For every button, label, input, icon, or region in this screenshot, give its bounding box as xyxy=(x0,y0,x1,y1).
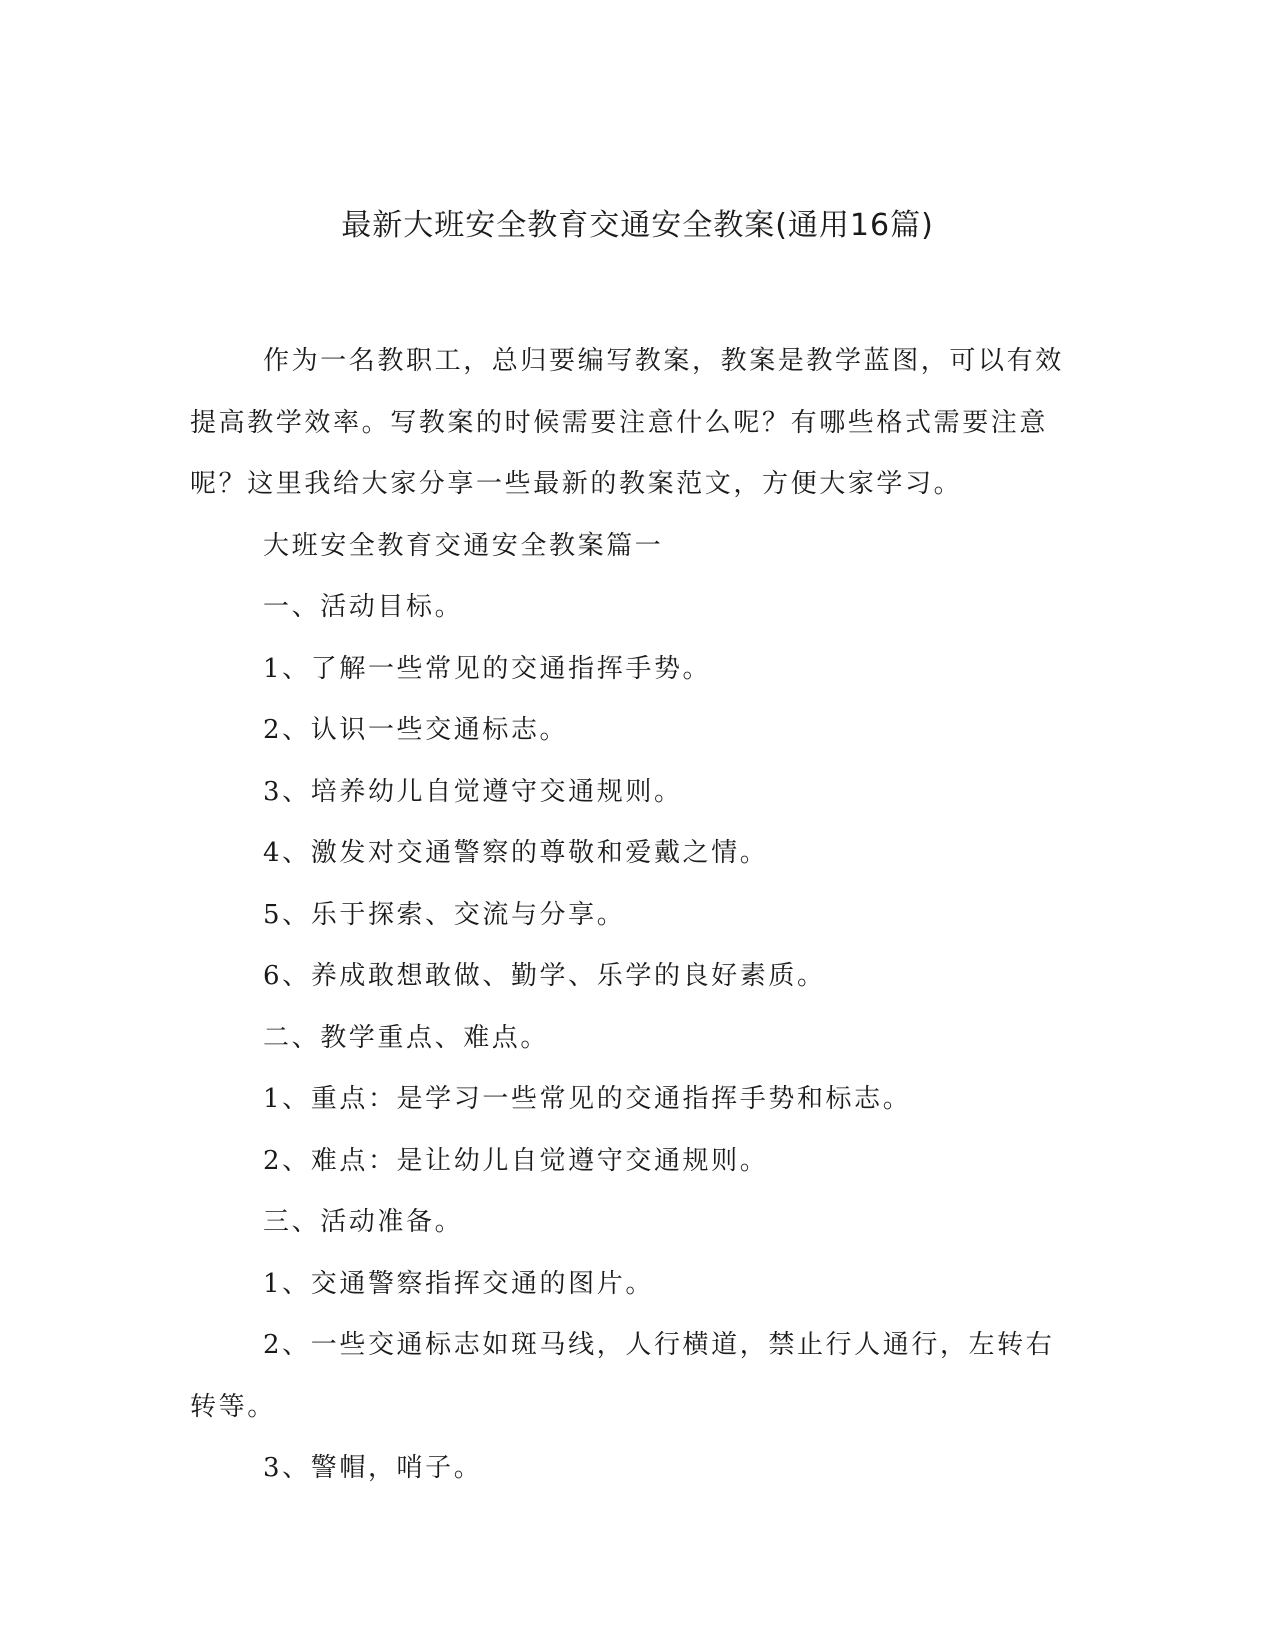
list-item: 2、难点：是让幼儿自觉遵守交通规则。 xyxy=(263,1145,769,1176)
list-item: 5、乐于探索、交流与分享。 xyxy=(263,899,626,930)
list-item: 3、培养幼儿自觉遵守交通规则。 xyxy=(263,776,683,807)
intro-paragraph: 作为一名教职工，总归要编写教案，教案是教学蓝图，可以有效提高教学效率。写教案的时候需要注意什么呢？有哪些格式需要注意呢？这里我给大家分享一些最新的教案范文，方便大家学习。 xyxy=(190,346,1064,499)
list-item: 6、养成敢想敢做、勤学、乐学的良好素质。 xyxy=(263,961,826,991)
list-item: 1、交通警察指挥交通的图片。 xyxy=(263,1268,654,1299)
list-item: 2、一些交通标志如斑马线，人行横道，禁止行人通行，左转右转等。 xyxy=(190,1330,1055,1422)
list-item: 1、重点：是学习一些常见的交通指挥手势和标志。 xyxy=(263,1084,912,1114)
list-item: 4、激发对交通警察的尊敬和爱戴之情。 xyxy=(263,838,769,868)
document-body xyxy=(190,331,1075,1500)
page-title: 最新大班安全教育交通安全教案(通用16篇) xyxy=(341,208,934,243)
list-item: 3、警帽，哨子。 xyxy=(263,1453,483,1483)
subsection-heading: 一、活动目标。 xyxy=(263,592,464,622)
subsection-heading: 三、活动准备。 xyxy=(263,1207,464,1237)
section-heading: 大班安全教育交通安全教案篇一 xyxy=(263,530,664,561)
list-item: 1、了解一些常见的交通指挥手势。 xyxy=(263,653,712,684)
list-item: 2、认识一些交通标志。 xyxy=(263,715,569,745)
subsection-heading: 二、教学重点、难点。 xyxy=(263,1022,550,1053)
